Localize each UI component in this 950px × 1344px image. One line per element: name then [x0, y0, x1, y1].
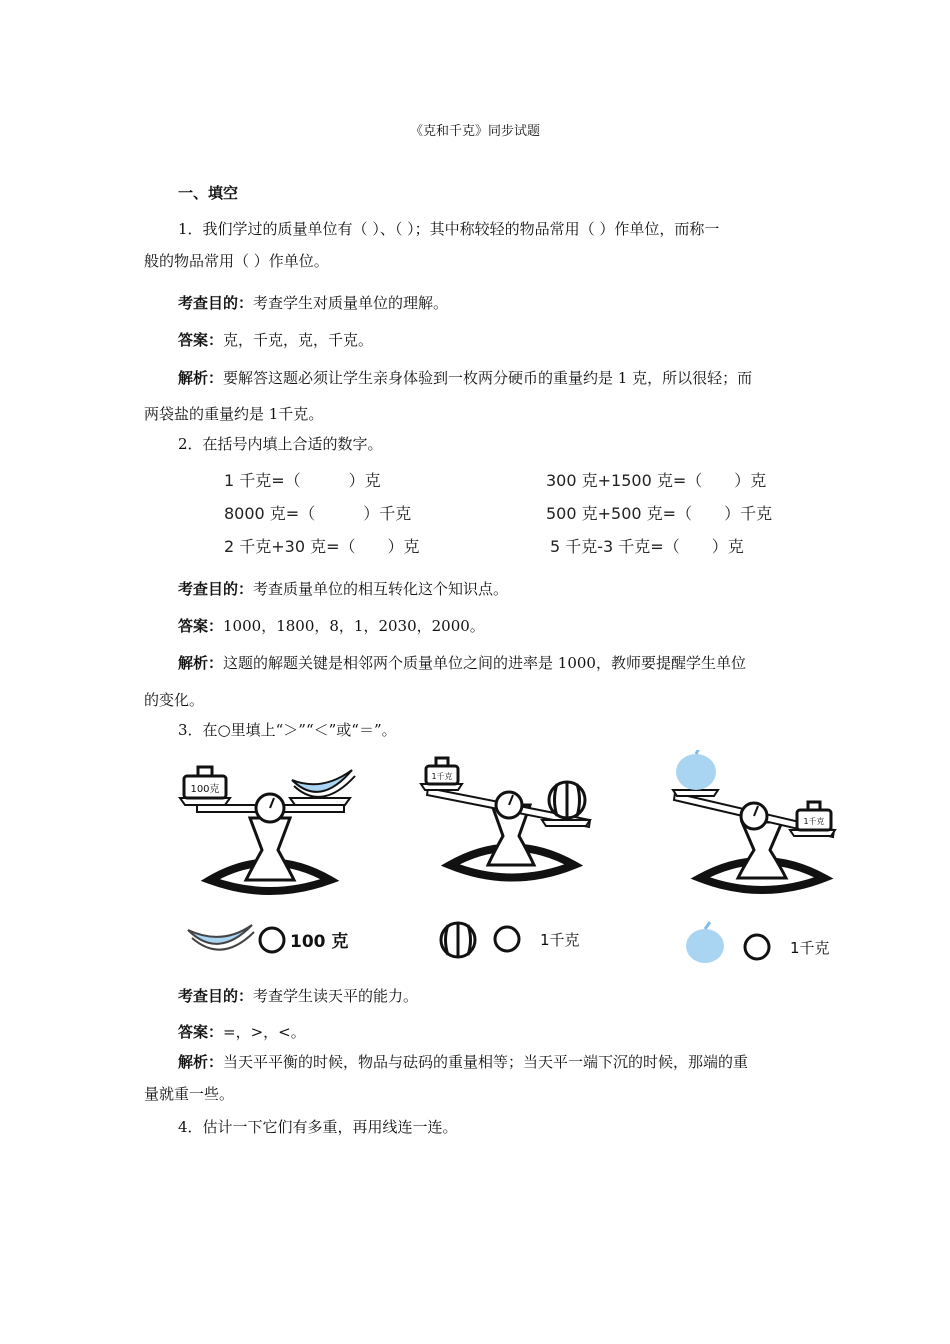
analysis-label: 解析： [178, 369, 224, 387]
compare-label: 1千克 [540, 931, 580, 949]
compare-circle[interactable] [495, 927, 519, 951]
purpose-label: 考查目的： [178, 580, 254, 598]
q2-answer [178, 615, 485, 636]
banana-icon [292, 770, 355, 797]
balance-scale-2 [421, 758, 590, 878]
answer-label: 答案： [178, 331, 224, 349]
q3-analysis-line2: 量就重一些。 [144, 1085, 235, 1103]
answer-text: =，>，<。 [223, 1023, 306, 1041]
q2-fill-1: 1 千克=（ ）克 [224, 471, 381, 490]
answer-text: 1000，1800，8，1，2030，2000。 [223, 617, 485, 635]
apple-icon [686, 922, 724, 963]
purpose-label: 考查目的： [178, 987, 254, 1005]
q2-analysis-line2: 的变化。 [144, 691, 205, 709]
compare-circle[interactable] [745, 935, 769, 959]
scale-stand [738, 822, 786, 878]
compare-label: 1千克 [790, 939, 830, 957]
balance-scale-3 [673, 750, 835, 890]
q2-fill-6: 5 千克-3 千克=（ ）克 [550, 537, 744, 556]
q1-stem-line1: 1．我们学过的质量单位有（ ）、（ ）；其中称较轻的物品常用（ ）作单位，而称一 [178, 220, 720, 238]
q3-answer [178, 1021, 306, 1042]
answer-label: 答案： [178, 617, 224, 635]
q2-fill-4: 500 克+500 克=（ ）千克 [546, 504, 773, 523]
q1-stem-line2: 般的物品常用（ ）作单位。 [144, 252, 329, 270]
q1-analysis-line2: 两袋盐的重量约是 1千克。 [144, 405, 324, 423]
q2-fill-5: 2 千克+30 克=（ ）克 [224, 537, 420, 556]
weight-label: 1千克 [431, 772, 453, 781]
scale-pan-left [673, 790, 718, 796]
compare-item-1 [188, 925, 348, 952]
q1-answer [178, 329, 373, 350]
page-title: 《克和千克》同步试题 [409, 124, 540, 139]
compare-circle[interactable] [260, 928, 284, 952]
q3-analysis-line1 [178, 1051, 748, 1072]
balance-scale-1 [180, 767, 355, 891]
weight-label: 1千克 [803, 817, 825, 826]
analysis-label: 解析： [178, 1053, 224, 1071]
q2-analysis-line1 [178, 652, 746, 673]
compare-item-2 [441, 923, 580, 957]
q1-analysis-line1 [178, 367, 752, 388]
analysis-label: 解析： [178, 654, 224, 672]
watermelon-icon [441, 923, 475, 957]
q2-purpose [178, 578, 508, 599]
purpose-text: 考查学生读天平的能力。 [253, 987, 419, 1005]
q2-fill-2: 300 克+1500 克=（ ）克 [546, 471, 767, 490]
q2-fill-3: 8000 克=（ ）千克 [224, 504, 412, 523]
answer-text: 克，千克，克，千克。 [223, 331, 374, 349]
compare-label: 100 克 [290, 932, 349, 952]
banana-icon [188, 925, 254, 950]
analysis-text: 这题的解题关键是相邻两个质量单位之间的进率是 1000，教师要提醒学生单位 [223, 654, 746, 672]
compare-item-3 [686, 922, 830, 963]
answer-label: 答案： [178, 1023, 224, 1041]
analysis-text: 当天平平衡的时候，物品与砝码的重量相等；当天平一端下沉的时候，那端的重 [223, 1053, 749, 1071]
q1-purpose [178, 292, 448, 313]
analysis-text: 要解答这题必须让学生亲身体验到一枚两分硬币的重量约是 1 克，所以很轻；而 [223, 369, 753, 387]
section-heading: 一、填空 [178, 184, 239, 202]
q4-stem: 4．估计一下它们有多重，再用线连一连。 [178, 1118, 458, 1136]
apple-icon [676, 750, 716, 790]
q2-stem: 2．在括号内填上合适的数字。 [178, 435, 383, 453]
scale-pan-right [290, 798, 350, 805]
purpose-text: 考查质量单位的相互转化这个知识点。 [253, 580, 509, 598]
scale-pan-right [542, 820, 590, 826]
q3-purpose [178, 985, 418, 1006]
weight-label: 100克 [190, 784, 220, 795]
q3-stem: 3．在○里填上“＞”“＜”或“＝”。 [178, 721, 397, 739]
purpose-text: 考查学生对质量单位的理解。 [253, 294, 449, 312]
watermelon-icon [549, 782, 585, 818]
scale-stand [246, 818, 294, 880]
purpose-label: 考查目的： [178, 294, 254, 312]
balance-illustrations [170, 750, 850, 980]
